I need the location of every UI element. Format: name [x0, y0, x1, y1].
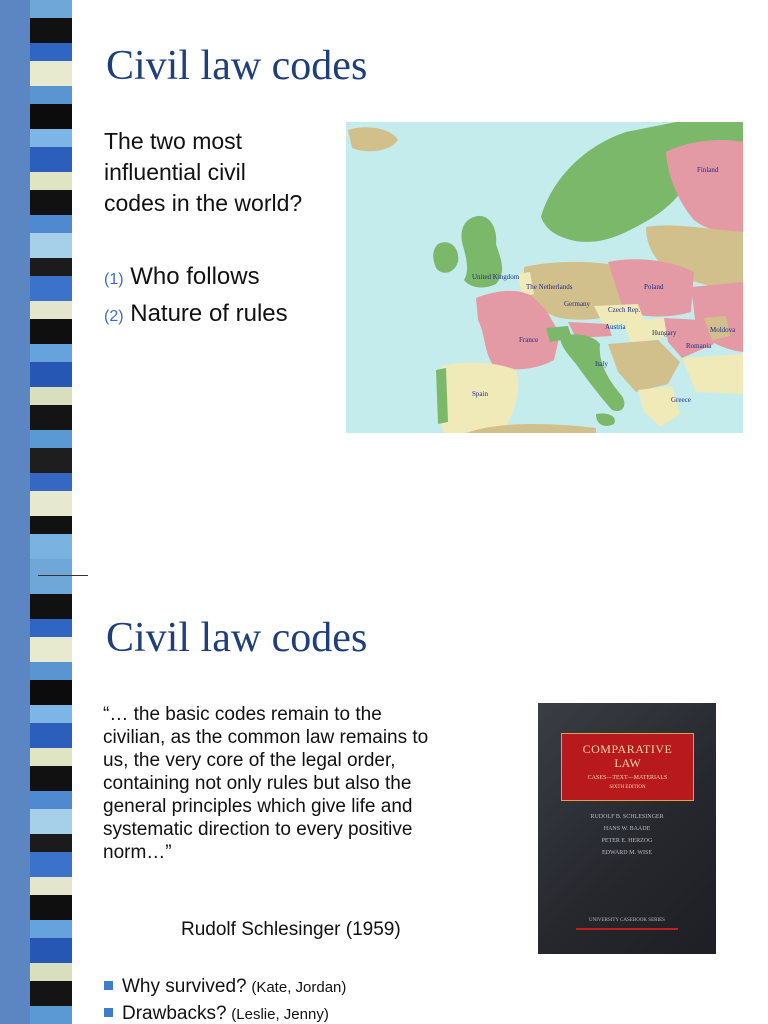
- book-author: RUDOLF B. SCHLESINGER: [590, 814, 664, 820]
- map-label-austria: Austria: [605, 323, 626, 331]
- map-label-italy: Italy: [595, 360, 608, 368]
- bullet-names: (Leslie, Jenny): [231, 1006, 329, 1023]
- bullet-item: [104, 1003, 329, 1024]
- portugal: [436, 368, 448, 424]
- bullet-main: Drawbacks?: [122, 1003, 227, 1024]
- list-number: (1): [104, 271, 124, 288]
- map-label-czech: Czech Rep.: [608, 306, 641, 314]
- bullet-main: Why survived?: [122, 976, 247, 997]
- bullet-names: (Kate, Jordan): [251, 979, 347, 996]
- book-cover: [538, 703, 716, 954]
- bullet-square-icon: [104, 981, 113, 990]
- map-label-spain: Spain: [472, 390, 488, 398]
- map-label-uk: United Kingdom: [472, 273, 520, 281]
- question-line: The two most: [104, 128, 243, 154]
- list-item: [104, 263, 260, 291]
- map-label-poland: Poland: [644, 283, 664, 291]
- quote-text: “… the basic codes remain to the civilian, as the common law remains to us, the very core of the legal order, containing not only rules but also the general principles which give life and systematic direction to every positive norm…”: [103, 704, 429, 863]
- book-authors: [538, 811, 716, 859]
- map-label-moldova: Moldova: [710, 326, 736, 334]
- decorative-stripe: [0, 0, 84, 576]
- decorative-stripe: [0, 576, 84, 1024]
- book-edition: SIXTH EDITION: [609, 785, 646, 790]
- slide-title: Civil law codes: [106, 43, 368, 89]
- list-text: Nature of rules: [130, 300, 288, 327]
- map-label-germany: Germany: [564, 300, 591, 308]
- map-label-france: France: [519, 336, 539, 344]
- bullet-item: [104, 976, 346, 998]
- map-label-greece: Greece: [671, 396, 691, 404]
- book-author: EDWARD M. WISE: [601, 850, 653, 856]
- list-text: Who follows: [130, 263, 260, 290]
- slide-2: [0, 576, 768, 1024]
- book-title-label: [561, 733, 694, 801]
- question-text: [104, 126, 302, 219]
- book-author: HANS W. BAADE: [603, 826, 651, 832]
- list-item: [104, 300, 288, 328]
- map-label-netherlands: The Netherlands: [526, 283, 573, 291]
- quote-author: Rudolf Schlesinger (1959): [181, 919, 401, 940]
- map-label-hungary: Hungary: [652, 329, 677, 337]
- europe-map: [346, 122, 743, 433]
- book-publisher: UNIVERSITY CASEBOOK SERIES: [589, 918, 665, 923]
- map-label-finland: Finland: [697, 166, 719, 174]
- bullet-square-icon: [104, 1008, 113, 1017]
- book-title: COMPARATIVE: [582, 742, 673, 756]
- book-author: PETER E. HERZOG: [601, 838, 653, 844]
- book-rule: [576, 928, 678, 930]
- question-line: influential civil: [104, 159, 246, 185]
- map-label-romania: Romania: [686, 342, 712, 350]
- question-line: codes in the world?: [104, 190, 303, 216]
- book-subtitle: CASES—TEXT—MATERIALS: [587, 775, 668, 781]
- list-number: (2): [104, 308, 124, 325]
- slide-title: Civil law codes: [106, 615, 368, 661]
- book-title: LAW: [614, 756, 641, 770]
